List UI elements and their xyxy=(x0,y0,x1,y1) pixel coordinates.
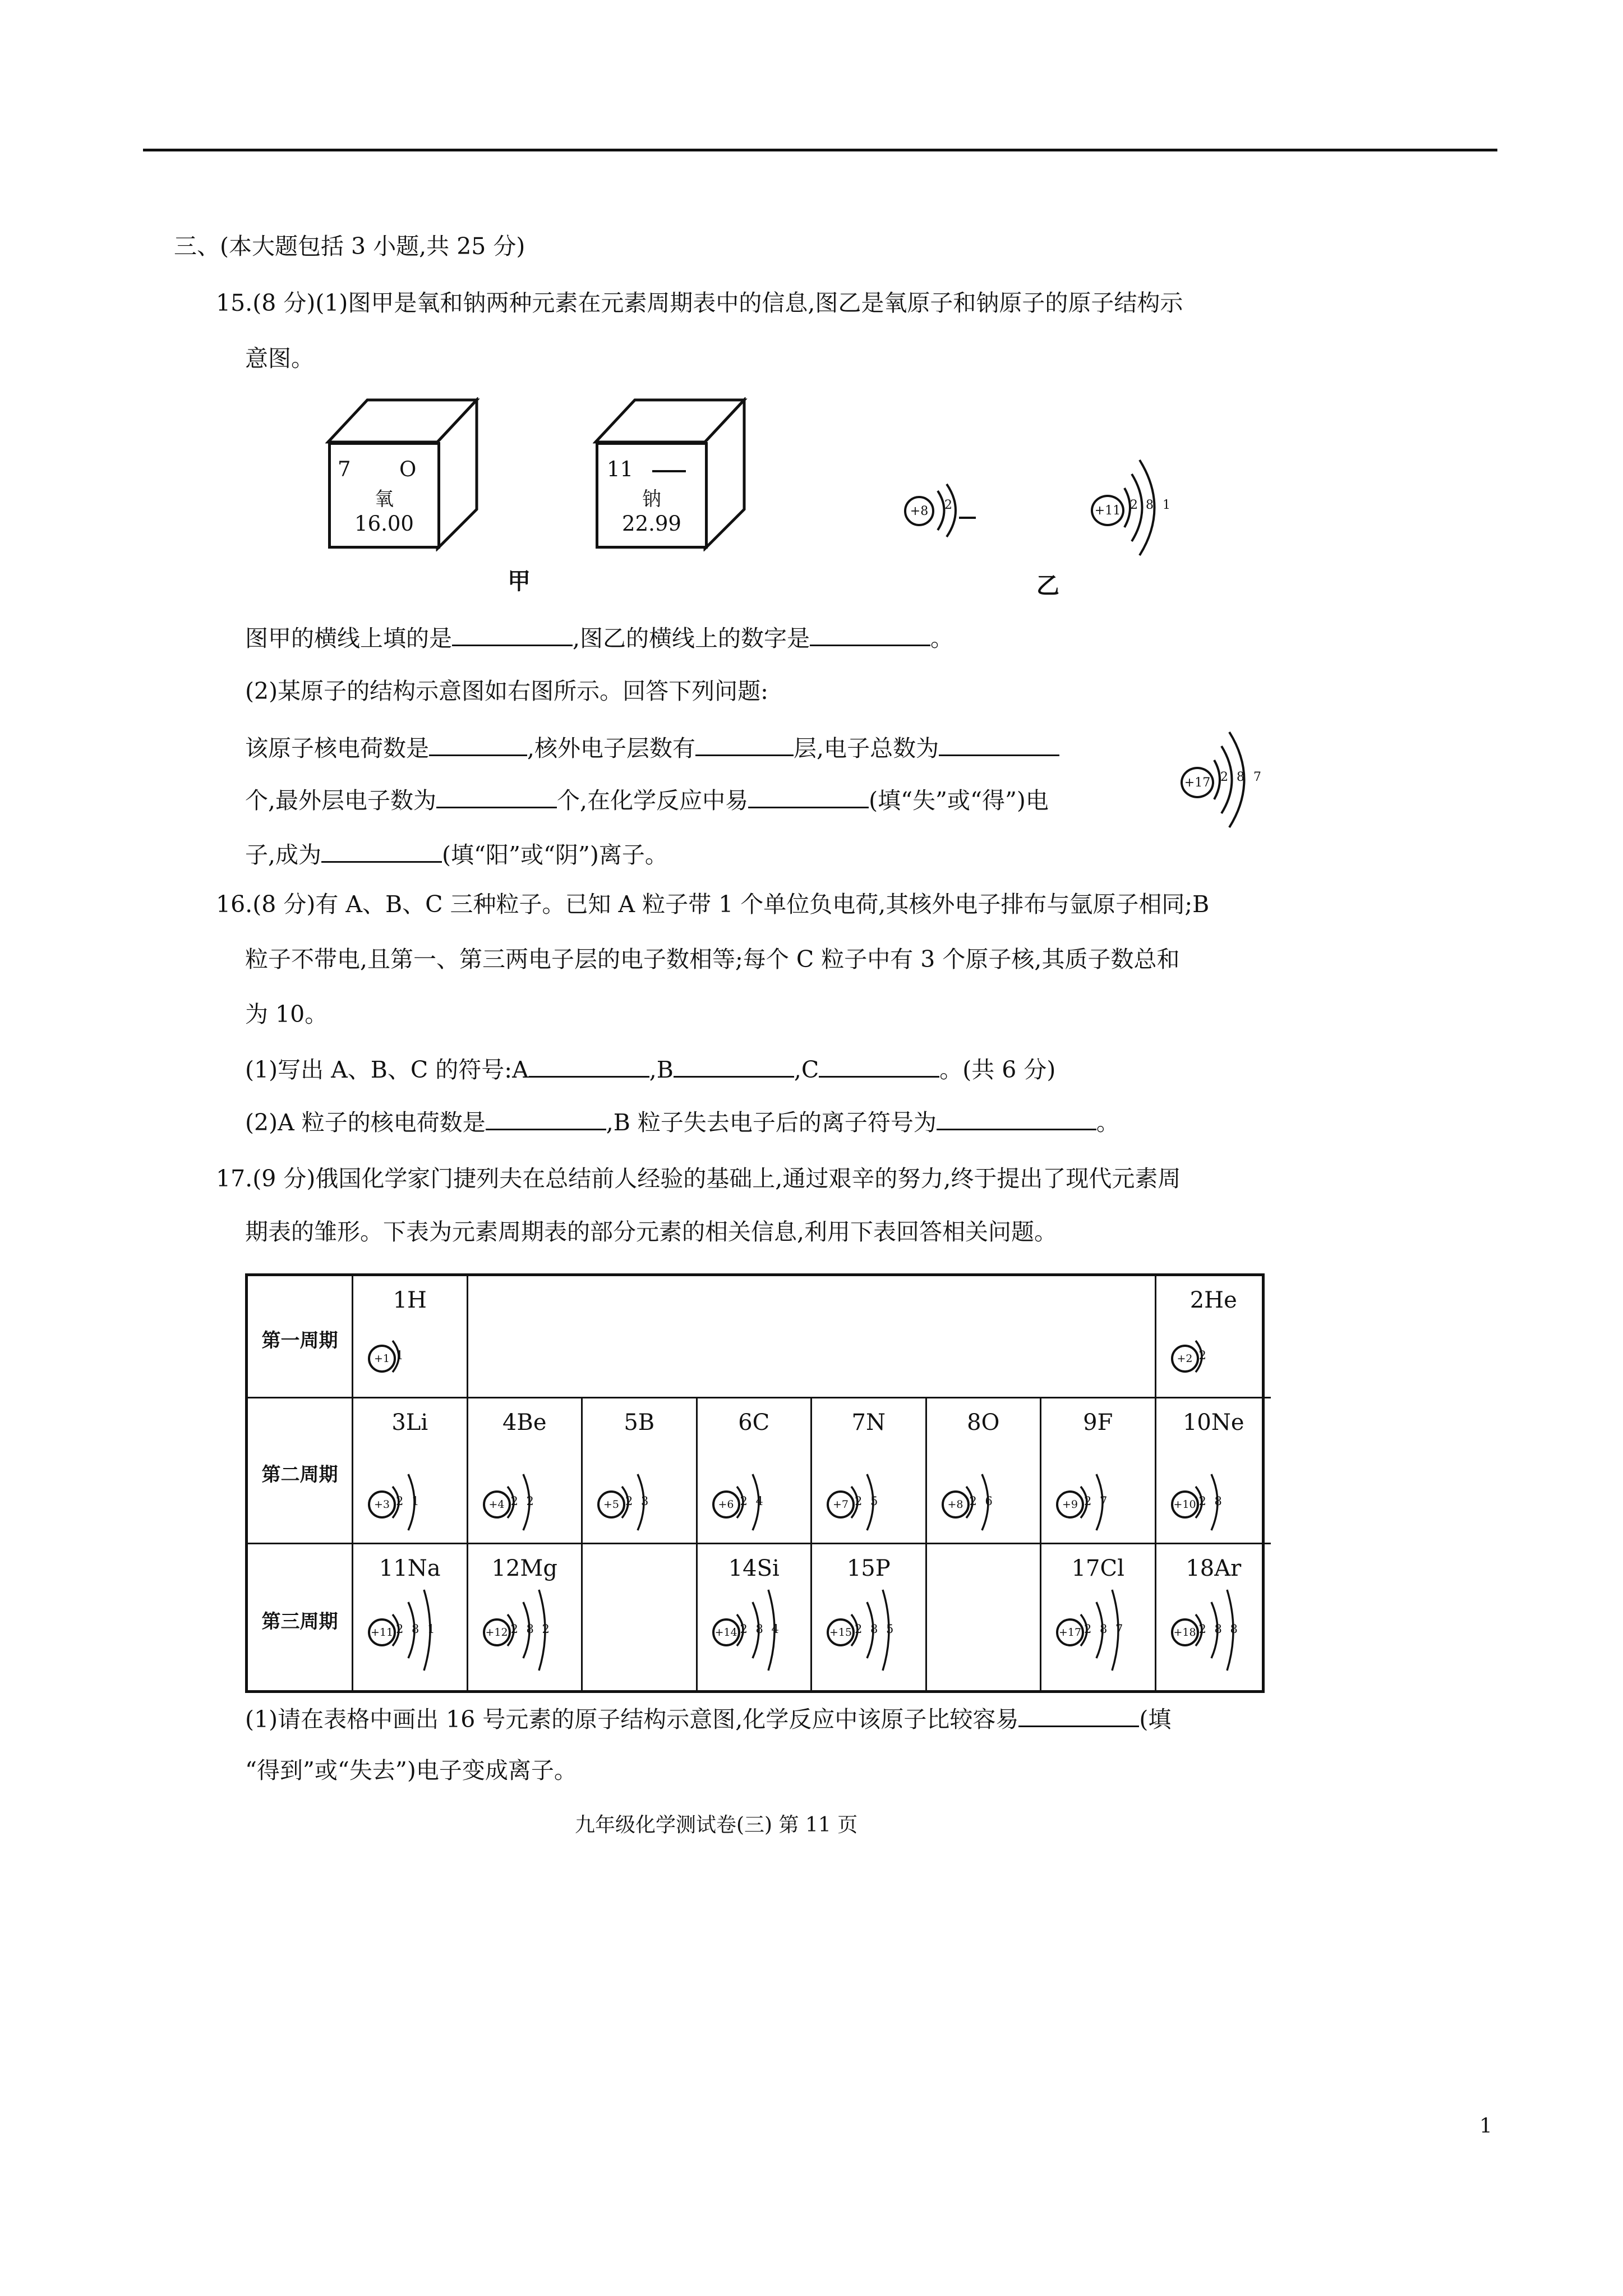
page-number: 1 xyxy=(1479,2115,1492,2138)
atom-nucleus: +17 xyxy=(1056,1618,1084,1646)
shell-electron-count: 4 xyxy=(755,1494,763,1508)
element-cell xyxy=(1041,1544,1156,1692)
shell-electron-count: 2 xyxy=(542,1622,550,1636)
element-cell xyxy=(353,1276,468,1398)
period-label: 第一周期 xyxy=(261,1329,338,1352)
sodium-shell-1: 2 xyxy=(1130,498,1138,512)
shell-electron-count: 2 xyxy=(510,1494,518,1508)
q16-p2-text-b: ,B 粒子失去电子后的离子符号为 xyxy=(606,1109,937,1136)
element-symbol: 7N xyxy=(851,1410,886,1435)
q16-line2: 粒子不带电,且第一、第三两电子层的电子数相等;每个 C 粒子中有 3 个原子核,其质子数总和 xyxy=(245,946,1180,973)
q15-part2-line2 xyxy=(245,783,1049,815)
oxygen-nucleus: +8 xyxy=(904,496,934,526)
atom-structure-diagram xyxy=(812,1544,924,1692)
atom-nucleus: +4 xyxy=(483,1490,511,1519)
oxygen-symbol: O xyxy=(399,457,417,481)
atom-structure-diagram xyxy=(812,1398,924,1544)
atom-structure-diagram xyxy=(1156,1276,1269,1398)
shell-electron-count: 8 xyxy=(1214,1622,1222,1636)
atom-structure-diagram xyxy=(927,1398,1039,1544)
atom-nucleus: +7 xyxy=(827,1490,855,1519)
atom-structure-diagram xyxy=(1041,1398,1154,1544)
q15-fill1-text-b: ,图乙的横线上的数字是 xyxy=(573,625,810,652)
q17-p1-text-a: (1)请在表格中画出 16 号元素的原子结构示意图,化学反应中该原子比较容易 xyxy=(245,1706,1019,1733)
element-symbol: 1H xyxy=(393,1287,427,1313)
shell-electron-count: 2 xyxy=(740,1622,748,1636)
period-label: 第二周期 xyxy=(261,1464,338,1486)
shell-electron-count: 2 xyxy=(969,1494,977,1508)
answer-blank-ion-type[interactable] xyxy=(321,838,442,863)
element-symbol: 15P xyxy=(846,1556,891,1581)
chlorine-shell-1: 2 xyxy=(1220,770,1228,784)
q16-p1-text-c: ,C xyxy=(794,1056,819,1083)
shell-electron-count: 7 xyxy=(1115,1622,1123,1636)
q17-line1: 17.(9 分)俄国化学家门捷列夫在总结前人经验的基础上,通过艰辛的努力,终于提出了现代元素周 xyxy=(216,1165,1181,1192)
shell-electron-count: 8 xyxy=(1230,1622,1238,1636)
shell-electron-count: 5 xyxy=(886,1622,894,1636)
label-yi: 乙 xyxy=(1036,572,1059,599)
element-cell xyxy=(468,1398,583,1544)
element-symbol: 9F xyxy=(1083,1410,1113,1435)
element-cell xyxy=(1041,1398,1156,1544)
q15-part2-intro: (2)某原子的结构示意图如右图所示。回答下列问题: xyxy=(245,678,768,705)
period-label-cell xyxy=(248,1398,353,1544)
q16-line1: 16.(8 分)有 A、B、C 三种粒子。已知 A 粒子带 1 个单位负电荷,其核外电子排布与氩原子相同;B xyxy=(216,891,1210,918)
q16-line3: 为 10。 xyxy=(245,1001,328,1028)
element-cell xyxy=(1156,1544,1271,1692)
element-symbol: 10Ne xyxy=(1182,1410,1244,1435)
atom-nucleus: +12 xyxy=(483,1618,511,1646)
q15-part2-line3 xyxy=(245,838,668,869)
shell-electron-count: 4 xyxy=(771,1622,779,1636)
shell-electron-count: 2 xyxy=(1198,1349,1206,1362)
q15-line2: 意图。 xyxy=(245,345,314,372)
shell-electron-count: 7 xyxy=(1100,1494,1108,1508)
atom-nucleus: +11 xyxy=(368,1618,396,1646)
element-symbol: 5B xyxy=(624,1410,655,1435)
answer-blank-b-ion[interactable] xyxy=(937,1105,1096,1130)
answer-blank-outer-electrons[interactable] xyxy=(436,783,557,808)
shell-electron-count: 8 xyxy=(755,1622,763,1636)
shell-electron-count: 2 xyxy=(1084,1622,1092,1636)
shell-electron-count: 8 xyxy=(412,1622,419,1636)
element-cell xyxy=(812,1398,927,1544)
q17-p1-text-b: (填 xyxy=(1139,1706,1172,1733)
shell-electron-count: 6 xyxy=(985,1494,993,1508)
element-symbol: 6C xyxy=(738,1410,770,1435)
shell-electron-count: 2 xyxy=(526,1494,534,1508)
atom-structure-diagram xyxy=(468,1544,580,1692)
sodium-shell-2: 8 xyxy=(1146,498,1154,512)
sodium-shell-3: 1 xyxy=(1163,498,1170,512)
atom-structure-diagram xyxy=(353,1398,465,1544)
shell-electron-count: 2 xyxy=(740,1494,748,1508)
sodium-atomic-number: 11 xyxy=(607,457,634,481)
q16-p2-text-c: 。 xyxy=(1096,1109,1119,1136)
periodic-table xyxy=(245,1273,1265,1693)
shell-electron-count: 2 xyxy=(855,1622,863,1636)
element-cell xyxy=(1156,1398,1271,1544)
q16-p1-text-d: 。(共 6 分) xyxy=(939,1056,1056,1083)
element-symbol: 3Li xyxy=(391,1410,428,1435)
element-cell xyxy=(927,1398,1042,1544)
element-symbol: 18Ar xyxy=(1186,1556,1242,1581)
shell-electron-count: 2 xyxy=(1198,1494,1206,1508)
element-symbol: 12Mg xyxy=(491,1556,557,1581)
atom-nucleus: +14 xyxy=(712,1618,740,1646)
q15-fill1-text-c: 。 xyxy=(930,625,954,652)
shell-electron-count: 1 xyxy=(396,1349,404,1362)
element-cell xyxy=(468,1544,583,1692)
q16-p1-text-b: ,B xyxy=(649,1056,674,1083)
answer-blank-shell-number[interactable] xyxy=(810,621,930,646)
sodium-nucleus: +11 xyxy=(1091,495,1124,526)
p2-l2-text-c: (填“失”或“得”)电 xyxy=(869,787,1049,814)
sodium-mass: 22.99 xyxy=(622,512,681,536)
element-cell xyxy=(812,1544,927,1692)
element-symbol: 11Na xyxy=(379,1556,441,1581)
period-label-cell xyxy=(248,1276,353,1398)
p2-l1-text-c: 层,电子总数为 xyxy=(794,735,939,762)
p2-l1-text-b: ,核外电子层数有 xyxy=(527,735,696,762)
shell-electron-count: 8 xyxy=(870,1622,878,1636)
p2-l2-text-b: 个,在化学反应中易 xyxy=(557,787,749,814)
atom-nucleus: +8 xyxy=(942,1490,970,1519)
section-header: 三、(本大题包括 3 小题,共 25 分) xyxy=(174,233,525,260)
element-cell xyxy=(698,1398,813,1544)
shell-electron-count: 8 xyxy=(1214,1494,1222,1508)
atom-nucleus: +5 xyxy=(597,1490,625,1519)
atom-nucleus: +3 xyxy=(368,1490,396,1519)
q17-part1-line1 xyxy=(245,1702,1171,1734)
sodium-symbol-blank xyxy=(652,470,686,472)
oxygen-atomic-number: 7 xyxy=(338,457,351,481)
shell-electron-count: 8 xyxy=(1100,1622,1108,1636)
oxygen-mass: 16.00 xyxy=(354,512,414,536)
q16-p1-text-a: (1)写出 A、B、C 的符号:A xyxy=(245,1056,529,1083)
q15-fill1 xyxy=(245,621,953,653)
sodium-name: 钠 xyxy=(642,488,661,510)
period-label-cell xyxy=(248,1544,353,1692)
answer-blank-box-symbol[interactable] xyxy=(452,621,573,646)
element-symbol: 4Be xyxy=(502,1410,547,1435)
empty-element-cell[interactable] xyxy=(583,1544,698,1692)
answer-blank-a-symbol[interactable] xyxy=(529,1052,649,1078)
answer-blank-nuclear-charge[interactable] xyxy=(429,731,527,756)
atom-structure-diagram xyxy=(353,1544,465,1692)
atom-nucleus: +10 xyxy=(1171,1490,1199,1519)
atom-nucleus: +1 xyxy=(368,1345,396,1373)
atom-nucleus: +9 xyxy=(1056,1490,1084,1519)
element-symbol: 8O xyxy=(967,1410,1000,1435)
element-cell xyxy=(698,1544,813,1692)
atom-nucleus: +6 xyxy=(712,1490,740,1519)
answer-blank-c-symbol[interactable] xyxy=(819,1052,939,1078)
answer-blank-shell-count[interactable] xyxy=(695,731,794,756)
q15-fill1-text-a: 图甲的横线上填的是 xyxy=(245,625,452,652)
empty-element-cell[interactable] xyxy=(927,1544,1042,1692)
answer-blank-gain-or-lose[interactable] xyxy=(1018,1702,1139,1727)
shell-electron-count: 8 xyxy=(526,1622,534,1636)
p2-l2-text-a: 个,最外层电子数为 xyxy=(245,787,437,814)
p2-l1-text-a: 该原子核电荷数是 xyxy=(245,735,429,762)
atom-structure-diagram xyxy=(1041,1544,1154,1692)
shell-electron-count: 2 xyxy=(855,1494,863,1508)
period-label: 第三周期 xyxy=(261,1610,338,1633)
atom-structure-diagram xyxy=(353,1276,465,1398)
chlorine-nucleus: +17 xyxy=(1181,767,1214,798)
shell-electron-count: 1 xyxy=(427,1622,435,1636)
atom-structure-diagram xyxy=(1156,1398,1269,1544)
atom-nucleus: +15 xyxy=(827,1618,855,1646)
oxygen-name: 氧 xyxy=(375,488,394,510)
answer-blank-gain-lose[interactable] xyxy=(748,783,869,808)
page-footer: 九年级化学测试卷(三) 第 11 页 xyxy=(575,1814,858,1837)
shell-electron-count: 1 xyxy=(412,1494,419,1508)
atom-structure-diagram xyxy=(698,1544,810,1692)
oxygen-shell-1: 2 xyxy=(944,498,952,512)
q17-line2: 期表的雏形。下表为元素周期表的部分元素的相关信息,利用下表回答相关问题。 xyxy=(245,1218,1058,1245)
element-cell xyxy=(353,1398,468,1544)
shell-electron-count: 2 xyxy=(625,1494,633,1508)
element-cell xyxy=(353,1544,468,1692)
answer-blank-electron-total[interactable] xyxy=(939,731,1059,756)
chlorine-shell-3: 7 xyxy=(1253,770,1261,784)
label-jia: 甲 xyxy=(508,568,531,595)
element-symbol: 17Cl xyxy=(1071,1556,1124,1581)
q16-part2 xyxy=(245,1105,1119,1137)
atom-nucleus: +2 xyxy=(1171,1345,1199,1373)
atom-structure-diagram xyxy=(583,1398,695,1544)
shell-electron-count: 2 xyxy=(396,1622,404,1636)
answer-blank-b-symbol[interactable] xyxy=(674,1052,794,1078)
element-cell xyxy=(583,1398,698,1544)
top-rule xyxy=(143,149,1497,151)
shell-electron-count: 2 xyxy=(510,1622,518,1636)
answer-blank-a-charge[interactable] xyxy=(486,1105,606,1130)
period-1-empty-area xyxy=(468,1276,1156,1398)
p2-l3-text-b: (填“阳”或“阴”)离子。 xyxy=(442,841,668,868)
atom-structure-diagram xyxy=(468,1398,580,1544)
shell-electron-count: 2 xyxy=(396,1494,404,1508)
p2-l3-text-a: 子,成为 xyxy=(245,841,322,868)
shell-electron-count: 2 xyxy=(1084,1494,1092,1508)
q17-part1-line2: “得到”或“失去”)电子变成离子。 xyxy=(245,1757,577,1784)
element-cell xyxy=(1156,1276,1271,1398)
q15-line1: 15.(8 分)(1)图甲是氧和钠两种元素在元素周期表中的信息,图乙是氧原子和钠原子的原子结构示 xyxy=(216,289,1183,316)
atom-structure-diagram xyxy=(1156,1544,1269,1692)
q15-part2-line1 xyxy=(245,731,1059,763)
shell-electron-count: 3 xyxy=(641,1494,649,1508)
element-symbol: 14Si xyxy=(728,1556,780,1581)
chlorine-shell-2: 8 xyxy=(1237,770,1244,784)
q16-p2-text-a: (2)A 粒子的核电荷数是 xyxy=(245,1109,486,1136)
element-symbol: 2He xyxy=(1189,1287,1237,1313)
atom-nucleus: +18 xyxy=(1171,1618,1199,1646)
atom-structure-diagram xyxy=(698,1398,810,1544)
q16-part1 xyxy=(245,1052,1055,1084)
shell-electron-count: 5 xyxy=(870,1494,878,1508)
shell-electron-count: 2 xyxy=(1198,1622,1206,1636)
